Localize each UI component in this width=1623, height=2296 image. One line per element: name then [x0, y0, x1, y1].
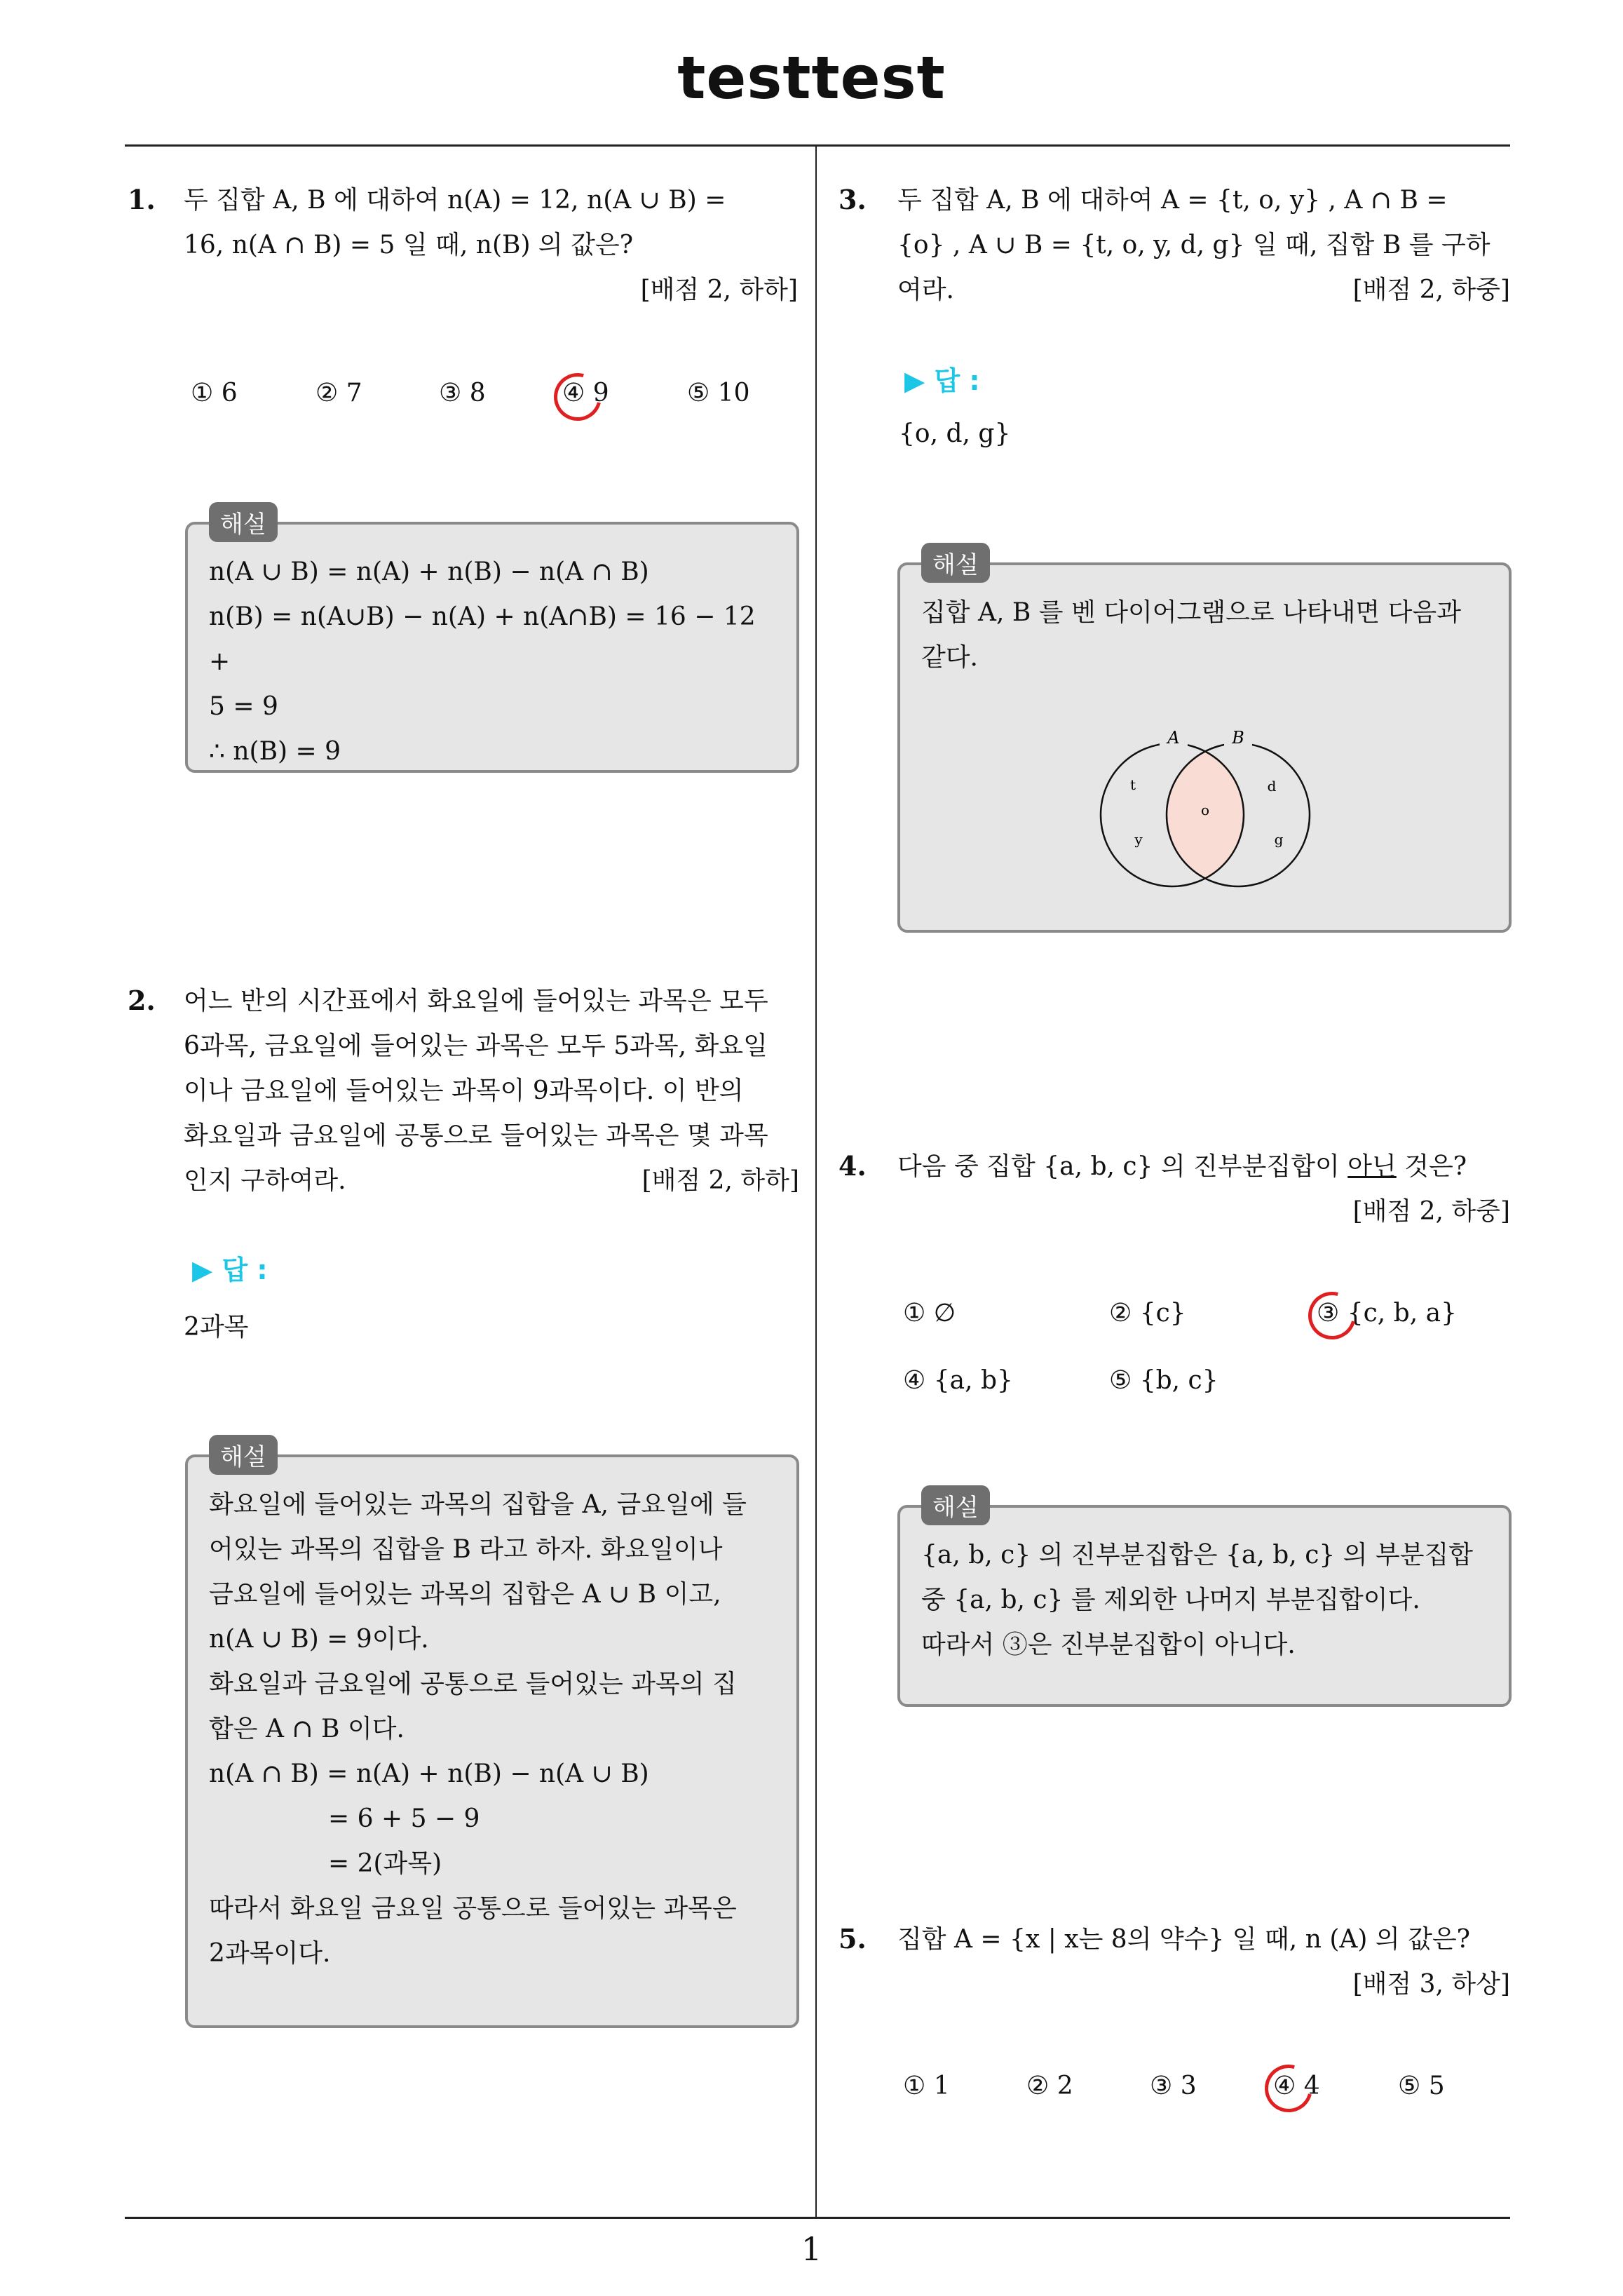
answer-value: {o, d, g} [899, 419, 1011, 448]
question-number: 1. [128, 184, 156, 215]
option-1[interactable]: ① 1 [903, 2072, 950, 2100]
score-label: [배점 3, 하상] [1352, 1970, 1510, 1999]
question-number: 2. [128, 985, 156, 1016]
column-divider [815, 144, 817, 2217]
venn-label-b: B [1232, 728, 1244, 748]
score-label: [배점 2, 하중] [1352, 276, 1510, 304]
option-1[interactable]: ① 6 [191, 379, 238, 407]
solution-box [185, 522, 799, 773]
venn-label-a: A [1167, 728, 1180, 748]
venn-element: d [1267, 778, 1277, 795]
option-4[interactable]: ④ 9 [562, 379, 609, 407]
solution-box [897, 562, 1512, 933]
page-title: testtest [677, 43, 946, 112]
venn-element: y [1134, 831, 1143, 848]
option-5[interactable]: ⑤ {b, c} [1109, 1366, 1218, 1395]
solution-tag: 해설 [209, 502, 278, 542]
score-label: [배점 2, 하하] [640, 276, 798, 304]
option-5[interactable]: ⑤ 5 [1398, 2072, 1445, 2100]
option-3[interactable]: ③ {c, b, a} [1317, 1299, 1457, 1328]
question-number: 3. [838, 184, 867, 215]
score-label: [배점 2, 하하] [641, 1166, 799, 1195]
solution-box [897, 1505, 1512, 1707]
question-text: 다음 중 집합 {a, b, c} 의 진부분집합이 아닌 것은? [배점 2, 하중] [897, 1144, 1510, 1234]
answer-mark-icon [545, 365, 611, 430]
option-5[interactable]: ⑤ 10 [687, 379, 750, 407]
question-text: 집합 A = {x | x는 8의 약수} 일 때, n (A) 의 값은? [배점 3, 하상] [897, 1917, 1510, 2007]
solution-text: n(A ∪ B) = n(A) + n(B) − n(A ∩ B) n(B) = n(A∪B) − n(A) + n(A∩B) = 16 − 12 + 5 = 9 ∴ n(B) = 9 [209, 558, 756, 766]
option-2[interactable]: ② {c} [1109, 1299, 1186, 1328]
footer-rule [125, 2217, 1510, 2219]
question-text: 두 집합 A, B 에 대하여 A = {t, o, y} , A ∩ B = {o} , A ∪ B = {t, o, y, d, g} 일 때, 집합 B 를 구하 여라. [배점 2, 하중] [897, 178, 1510, 313]
venn-diagram [1068, 720, 1349, 909]
solution-text: {a, b, c} 의 진부분집합은 {a, b, c} 의 부분집합 중 {a, b, c} 를 제외한 나머지 부분집합이다. 따라서 ③은 진부분집합이 아니다. [921, 1541, 1474, 1659]
answer-mark-icon [1300, 1283, 1365, 1349]
question-text: 어느 반의 시간표에서 화요일에 들어있는 과목은 모두 6과목, 금요일에 들어있는 과목은 모두 5과목, 화요일 이나 금요일에 들어있는 과목이 9과목이다. 이 반의 화요일과 금요일에 공통으로 들어있는 과목은 몇 과목 인지 구하여라. [배점 2, 하하] [184, 979, 799, 1203]
solution-text: 집합 A, B 를 벤 다이어그램으로 나타내면 다음과 같다. [921, 598, 1461, 672]
venn-element: o [1200, 802, 1210, 818]
solution-tag: 해설 [921, 1485, 990, 1525]
answer-mark-icon [1256, 2056, 1322, 2121]
solution-text: 화요일에 들어있는 과목의 집합을 A, 금요일에 들 어있는 과목의 집합을 B 라고 하자. 화요일이나 금요일에 들어있는 과목의 집합은 A ∪ B 이고, n(A ∪ B) = 9이다. 화요일과 금요일에 공통으로 들어있는 과목의 집 합은 A ∩ B 이다. n(A ∩ B) = n(A) + n(B) − n(A ∪ B) = 6 + 5 − 9 = 2(과목) 따라서 화요일 금요일 공통으로 들어있는 과목은 2과목이다. [209, 1490, 747, 1968]
solution-tag: 해설 [921, 543, 990, 583]
option-2[interactable]: ② 7 [315, 379, 362, 407]
option-4[interactable]: ④ 4 [1273, 2072, 1320, 2100]
option-3[interactable]: ③ 8 [439, 379, 486, 407]
solution-tag: 해설 [209, 1435, 278, 1475]
answer-heading: ▶ 답 : [192, 1255, 268, 1285]
answer-value: 2과목 [184, 1313, 249, 1342]
question-text: 두 집합 A, B 에 대하여 n(A) = 12, n(A ∪ B) = 16, n(A ∩ B) = 5 일 때, n(B) 의 값은? [배점 2, 하하] [184, 178, 798, 313]
page-number: 1 [801, 2230, 822, 2268]
venn-element: t [1129, 776, 1136, 793]
solution-box [185, 1454, 799, 2028]
option-4[interactable]: ④ {a, b} [903, 1366, 1013, 1395]
venn-element: g [1274, 831, 1284, 848]
option-2[interactable]: ② 2 [1026, 2072, 1073, 2100]
option-3[interactable]: ③ 3 [1150, 2072, 1197, 2100]
score-label: [배점 2, 하중] [1352, 1197, 1510, 1226]
question-number: 4. [838, 1150, 867, 1182]
option-1[interactable]: ① ∅ [903, 1299, 956, 1328]
header-rule [125, 144, 1510, 147]
question-number: 5. [838, 1923, 867, 1954]
answer-heading: ▶ 답 : [904, 365, 980, 396]
